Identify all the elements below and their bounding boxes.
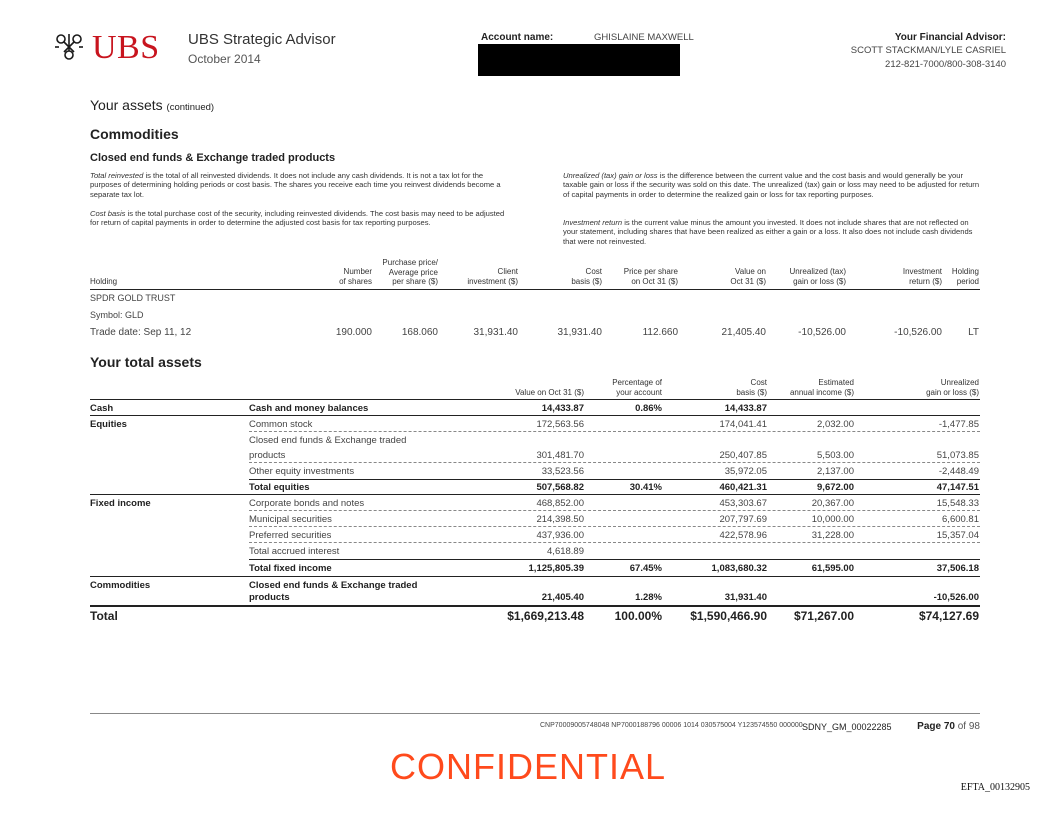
commodities-pct: 1.28% (635, 592, 662, 603)
col-holding: Holding (90, 277, 118, 286)
col-number-of-shares (339, 267, 372, 286)
cell-cost: 453,303.67 (719, 498, 767, 509)
col-unrealized (790, 267, 846, 286)
total-equities-unrealized: 47,147.51 (936, 482, 979, 493)
category-cash: Cash (90, 403, 114, 414)
header-line: Holding (951, 267, 979, 276)
grand-total-value: $1,669,213.48 (507, 609, 584, 623)
definition-unrealized (563, 171, 981, 199)
holding-price-per-share: 112.660 (642, 327, 678, 338)
cell-unrealized: -1,477.85 (938, 419, 979, 430)
header-line: per share ($) (392, 277, 438, 286)
grand-total-cost: $1,590,466.90 (690, 609, 767, 623)
header-line: Estimated (818, 378, 854, 387)
row-label-line2: products (249, 450, 286, 461)
row-divider (249, 462, 980, 463)
cell-value: 468,852.00 (536, 498, 584, 509)
total-equities-pct: 30.41% (629, 482, 662, 493)
category-commodities: Commodities (90, 580, 151, 591)
header-line: gain or loss ($) (926, 387, 979, 397)
header-line: of shares (339, 276, 372, 286)
header-line: Cost (750, 378, 767, 387)
section-rule (90, 494, 980, 495)
row-label: Municipal securities (249, 514, 332, 525)
cell-unrealized: 15,548.33 (936, 498, 979, 509)
col-unrealized (926, 378, 979, 397)
total-equities-value: 507,568.82 (536, 482, 584, 493)
row-label-line1: Closed end funds & Exchange traded (249, 435, 407, 446)
col-value-on-oct31 (730, 267, 766, 286)
header-line: basis ($) (571, 276, 602, 286)
cell-cost: 250,407.85 (719, 450, 767, 461)
holding-investment-return: -10,526.00 (894, 327, 942, 338)
row-divider (249, 510, 980, 511)
row-label: Other equity investments (249, 466, 355, 477)
header-line: Client (497, 267, 518, 276)
total-fixed-income-label: Total fixed income (249, 563, 332, 574)
account-name-label: Account name: (481, 32, 554, 43)
col-investment-return (903, 267, 942, 286)
document-code: CNP70009005748048 NP7000188796 00006 1014 030575004 Y123574550 000000 (540, 722, 803, 729)
cell-income: 10,000.00 (811, 514, 854, 525)
report-date: October 2014 (188, 52, 261, 66)
header-line: Purchase price/ (382, 258, 438, 267)
row-divider (249, 526, 980, 527)
page-word: Page (917, 721, 942, 732)
cell-unrealized: -2,448.49 (938, 466, 979, 477)
cell-value: 437,936.00 (536, 530, 584, 541)
header-line: Oct 31 ($) (730, 276, 766, 286)
table-header-rule (90, 399, 980, 400)
cell-unrealized: 51,073.85 (936, 450, 979, 461)
grand-total-pct: 100.00% (614, 609, 662, 623)
cell-income: 20,367.00 (811, 498, 854, 509)
cell-unrealized: 6,600.81 (942, 514, 979, 525)
col-price-per-share (624, 267, 678, 286)
advisor-phones: 212-821-7000/800-308-3140 (885, 59, 1006, 70)
report-title: UBS Strategic Advisor (188, 31, 336, 48)
header-line: Average price (388, 267, 438, 277)
cell-value: 301,481.70 (536, 450, 584, 461)
cell-cost: 422,578.96 (719, 530, 767, 541)
definition-cost-basis (90, 209, 505, 228)
confidential-stamp: CONFIDENTIAL (389, 746, 667, 787)
header-line: investment ($) (467, 276, 518, 286)
page-number (917, 721, 980, 732)
cell-cost: 207,797.69 (719, 514, 767, 525)
total-fixed-income-income: 61,595.00 (811, 563, 854, 574)
closed-end-heading: Closed end funds & Exchange traded products (90, 152, 336, 164)
cell-value: 4,618.89 (547, 546, 584, 557)
brand-wordmark: UBS (92, 29, 160, 66)
cell-income: 5,503.00 (817, 450, 854, 461)
cell-cost: 174,041.41 (719, 419, 767, 430)
cell-value: 172,563.56 (536, 419, 584, 430)
holding-cost-basis: 31,931.40 (557, 327, 602, 338)
grand-total-label: Total (90, 609, 118, 623)
cash-value: 14,433.87 (541, 403, 584, 414)
holding-symbol: Symbol: GLD (90, 310, 144, 320)
total-fixed-income-unrealized: 37,506.18 (936, 563, 979, 574)
continued-label: (continued) (166, 102, 215, 113)
definition-text: is the total purchase cost of the security, including reinvested dividends. The cost basis may need to be adjusted for return of capital payments in order to determine the adjusted cost basis for tax reporting purposes. (90, 209, 505, 228)
row-label: Total accrued interest (249, 546, 340, 557)
holding-purchase-price: 168.060 (401, 327, 438, 338)
cash-cost: 14,433.87 (724, 403, 767, 414)
row-label-line2: products (249, 592, 290, 603)
header-line: basis ($) (736, 387, 767, 397)
definition-investment-return (563, 218, 981, 246)
header-line: Number (343, 267, 372, 276)
total-fixed-income-value: 1,125,805.39 (528, 563, 584, 574)
col-est-income (790, 378, 854, 397)
account-name-value: GHISLAINE MAXWELL (594, 32, 694, 43)
header-line: your account (616, 387, 662, 397)
table-header-rule (90, 289, 980, 290)
subtotal-rule (249, 479, 980, 480)
grand-total-income: $71,267.00 (793, 609, 854, 623)
section-rule (90, 415, 980, 416)
total-rule (90, 605, 980, 607)
definition-term: Cost basis (90, 209, 126, 218)
category-fixed-income: Fixed income (90, 498, 151, 509)
total-fixed-income-cost: 1,083,680.32 (711, 563, 767, 574)
header-line: on Oct 31 ($) (631, 276, 678, 286)
cell-value: 33,523.56 (541, 466, 584, 477)
total-equities-cost: 460,421.31 (719, 482, 767, 493)
header-line: Unrealized (tax) (789, 267, 846, 276)
subtotal-rule (249, 559, 980, 560)
header-line: period (956, 276, 979, 286)
row-label-line1: Closed end funds & Exchange traded (249, 580, 418, 591)
holding-unrealized: -10,526.00 (798, 327, 846, 338)
col-client-investment (467, 267, 518, 286)
header-line: Percentage of (612, 378, 662, 387)
advisor-label: Your Financial Advisor: (894, 32, 1006, 43)
cash-pct: 0.86% (635, 403, 662, 414)
category-equities: Equities (90, 419, 127, 430)
col-holding-period (952, 267, 979, 286)
header-line: Value on (735, 267, 766, 276)
section-rule (90, 576, 980, 577)
header-line: Investment (902, 267, 942, 276)
page-current: 70 (943, 721, 955, 732)
commodities-value: 21,405.40 (541, 592, 584, 603)
cell-income: 2,137.00 (817, 466, 854, 477)
col-percentage (612, 378, 662, 397)
total-equities-income: 9,672.00 (817, 482, 854, 493)
col-value-oct31: Value on Oct 31 ($) (515, 388, 584, 397)
footer-rule (90, 713, 980, 714)
grand-total-unrealized: $74,127.69 (918, 609, 979, 623)
definition-text: is the current value minus the amount you invested. It does not include shares that are not reflected on your statement, including shares that have been realized as either a gain or a loss. It also does not include cash dividends that were not reinvested. (563, 218, 973, 246)
header-line: return ($) (909, 276, 942, 286)
header-line: Price per share (623, 267, 678, 276)
cell-unrealized: 15,357.04 (936, 530, 979, 541)
keys-emblem-icon (52, 30, 86, 64)
header-line: gain or loss ($) (793, 276, 846, 286)
bates-number: SDNY_GM_00022285 (802, 722, 892, 732)
row-label: Corporate bonds and notes (249, 498, 365, 509)
redaction-box (478, 44, 680, 76)
commodities-unrealized: -10,526.00 (933, 592, 979, 603)
col-cost-basis (571, 267, 602, 286)
definition-term: Investment return (563, 218, 623, 227)
holding-client-investment: 31,931.40 (473, 327, 518, 338)
row-label: Cash and money balances (249, 403, 369, 414)
col-purchase-price (382, 258, 438, 287)
definition-text: is the total of all reinvested dividends. It does not include any cash dividends. It is not a tax lot for the purposes of determining holding periods or cost basis. The shares you receive each time you reinvest dividends become a separate tax lot. (90, 171, 501, 199)
definition-text: is the difference between the current value and the cost basis and would generally be your taxable gain or loss if the security was sold on this date. The unrealized (tax) gain or loss may need to be adjusted for return of capital payments in order to determine the realized gain or loss for tax reporting purposes. (563, 171, 980, 199)
row-divider (249, 542, 980, 543)
definition-term: Total reinvested (90, 171, 144, 180)
holding-name: SPDR GOLD TRUST (90, 293, 176, 303)
efta-number: EFTA_00132905 (960, 782, 1030, 793)
header-line: annual income ($) (789, 387, 854, 397)
row-divider (249, 431, 980, 432)
ubs-logo (52, 30, 162, 66)
page-total: of 98 (957, 721, 980, 732)
cell-cost: 35,972.05 (724, 466, 767, 477)
commodities-heading: Commodities (90, 126, 179, 142)
total-fixed-income-pct: 67.45% (629, 563, 662, 574)
row-label: Preferred securities (249, 530, 332, 541)
your-assets-heading (90, 97, 214, 113)
cell-income: 2,032.00 (817, 419, 854, 430)
cell-income: 31,228.00 (811, 530, 854, 541)
commodities-cost: 31,931.40 (724, 592, 767, 603)
row-label: Common stock (249, 419, 313, 430)
definition-total-reinvested (90, 171, 505, 199)
cell-value: 214,398.50 (536, 514, 584, 525)
definition-term: Unrealized (tax) gain or loss (563, 171, 658, 180)
holding-period: LT (968, 327, 979, 338)
advisor-names: SCOTT STACKMAN/LYLE CASRIEL (850, 45, 1006, 56)
total-assets-heading: Your total assets (90, 354, 202, 370)
holding-trade-date: Trade date: Sep 11, 12 (90, 327, 192, 338)
header-line: Cost (585, 267, 602, 276)
your-assets-title: Your assets (90, 97, 163, 113)
total-equities-label: Total equities (249, 482, 310, 493)
header-line: Unrealized (940, 378, 979, 387)
col-cost-basis (736, 378, 767, 397)
holding-shares: 190.000 (335, 327, 372, 338)
holding-value: 21,405.40 (721, 327, 766, 338)
